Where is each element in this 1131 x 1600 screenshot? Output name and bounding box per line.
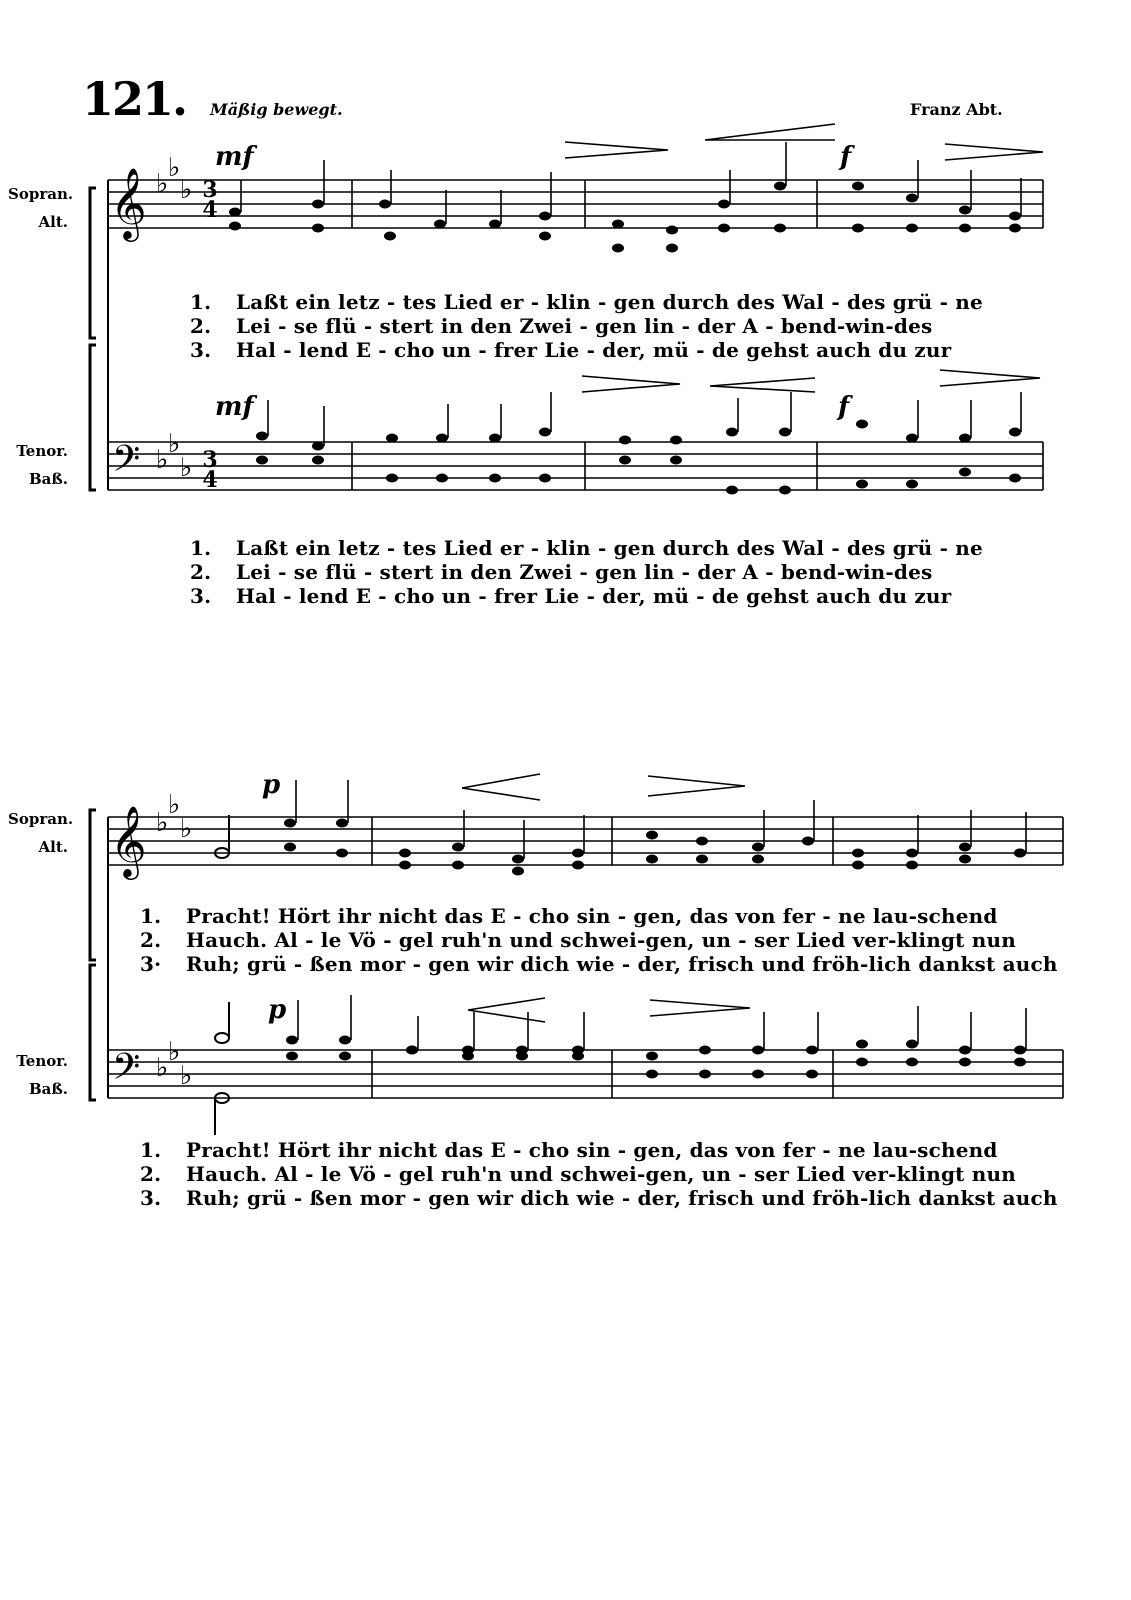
lyric-line: 3· Ruh; grü - ßen mor - gen wir dich wie - der, frisch und fröh-lich dankst auch xyxy=(140,952,1058,976)
svg-text:♭: ♭ xyxy=(168,790,181,820)
lyrics-block-lower-2 xyxy=(140,1138,1058,1210)
lyric-line: 2. Lei - se flü - stert in den Zwei - gen lin - der A - bend-win-des xyxy=(190,314,933,338)
tempo-marking: Mäßig bewegt. xyxy=(210,100,343,119)
voice-label-soprano-2: Sopran. xyxy=(8,810,74,828)
lyric-line: 3. Hal - lend E - cho un - frer Lie - der, mü - de gehst auch du zur xyxy=(190,338,952,362)
lyrics-block-upper-2 xyxy=(140,904,1058,976)
voice-label-tenor-2: Tenor. xyxy=(16,1052,68,1070)
lyric-line: 2. Hauch. Al - le Vö - gel ruh'n und schwei-gen, un - ser Lied ver-klingt nun xyxy=(140,928,1016,952)
lyric-line: 1. Laßt ein letz - tes Lied er - klin - gen durch des Wal - des grü - ne xyxy=(190,290,983,314)
svg-text:♭: ♭ xyxy=(180,814,193,844)
dynamic-mf-upper: mf xyxy=(215,142,254,172)
svg-text:♭: ♭ xyxy=(168,1037,181,1067)
lyric-line: 3. Ruh; grü - ßen mor - gen wir dich wie - der, frisch und fröh-lich dankst auch xyxy=(140,1186,1058,1210)
staff-lower-2 xyxy=(108,1050,1063,1098)
svg-text:♭: ♭ xyxy=(168,153,181,183)
staff-upper-2 xyxy=(108,817,1063,865)
composer-name: Franz Abt. xyxy=(910,100,1003,119)
staff-lower-1 xyxy=(108,442,1043,493)
song-number: 121. xyxy=(82,72,187,126)
svg-text:♭: ♭ xyxy=(180,453,193,483)
lyric-line: 3. Hal - lend E - cho un - frer Lie - der, mü - de gehst auch du zur xyxy=(190,584,952,608)
lyrics-block-upper-1 xyxy=(190,290,983,362)
voice-label-tenor: Tenor. xyxy=(16,442,68,460)
svg-text:♭: ♭ xyxy=(156,169,169,199)
dynamic-p-lower: p xyxy=(268,995,287,1025)
svg-text:♭: ♭ xyxy=(156,1053,169,1083)
dynamic-f-upper: f xyxy=(840,142,852,172)
voice-label-bass-2: Baß. xyxy=(28,1080,68,1098)
svg-text:♭: ♭ xyxy=(180,1061,193,1091)
voice-label-alto-2: Alt. xyxy=(38,838,68,856)
bass-clef-icon: 𝄢 xyxy=(112,438,141,489)
svg-text:♭: ♭ xyxy=(168,429,181,459)
bass-clef-icon-2: 𝄢 xyxy=(112,1046,141,1097)
treble-clef-icon: 𝄞 xyxy=(110,166,147,239)
lyric-line: 1. Pracht! Hört ihr nicht das E - cho sin - gen, das von fer - ne lau-schend xyxy=(140,904,998,928)
lyric-line: 2. Lei - se flü - stert in den Zwei - gen lin - der A - bend-win-des xyxy=(190,560,933,584)
voice-label-alto: Alt. xyxy=(38,213,68,231)
lyric-line: 2. Hauch. Al - le Vö - gel ruh'n und schwei-gen, un - ser Lied ver-klingt nun xyxy=(140,1162,1016,1186)
lyric-line: 1. Pracht! Hört ihr nicht das E - cho sin - gen, das von fer - ne lau-schend xyxy=(140,1138,998,1162)
voice-label-soprano: Sopran. xyxy=(8,185,74,203)
svg-text:♭: ♭ xyxy=(156,808,169,838)
svg-text:♭: ♭ xyxy=(156,445,169,475)
time-signature-lower: 3 4 xyxy=(202,447,218,493)
dynamic-mf-lower: mf xyxy=(215,392,254,422)
lyrics-block-lower-1 xyxy=(190,536,983,608)
dynamic-p-upper: p xyxy=(262,770,281,800)
time-signature-upper: 3 4 xyxy=(202,177,218,223)
dynamic-f-lower: f xyxy=(838,392,850,422)
lyric-line: 1. Laßt ein letz - tes Lied er - klin - gen durch des Wal - des grü - ne xyxy=(190,536,983,560)
svg-text:♭: ♭ xyxy=(180,175,193,205)
voice-label-bass: Baß. xyxy=(28,470,68,488)
treble-clef-icon-2: 𝄞 xyxy=(110,804,147,877)
staff-upper-1 xyxy=(108,177,1043,228)
